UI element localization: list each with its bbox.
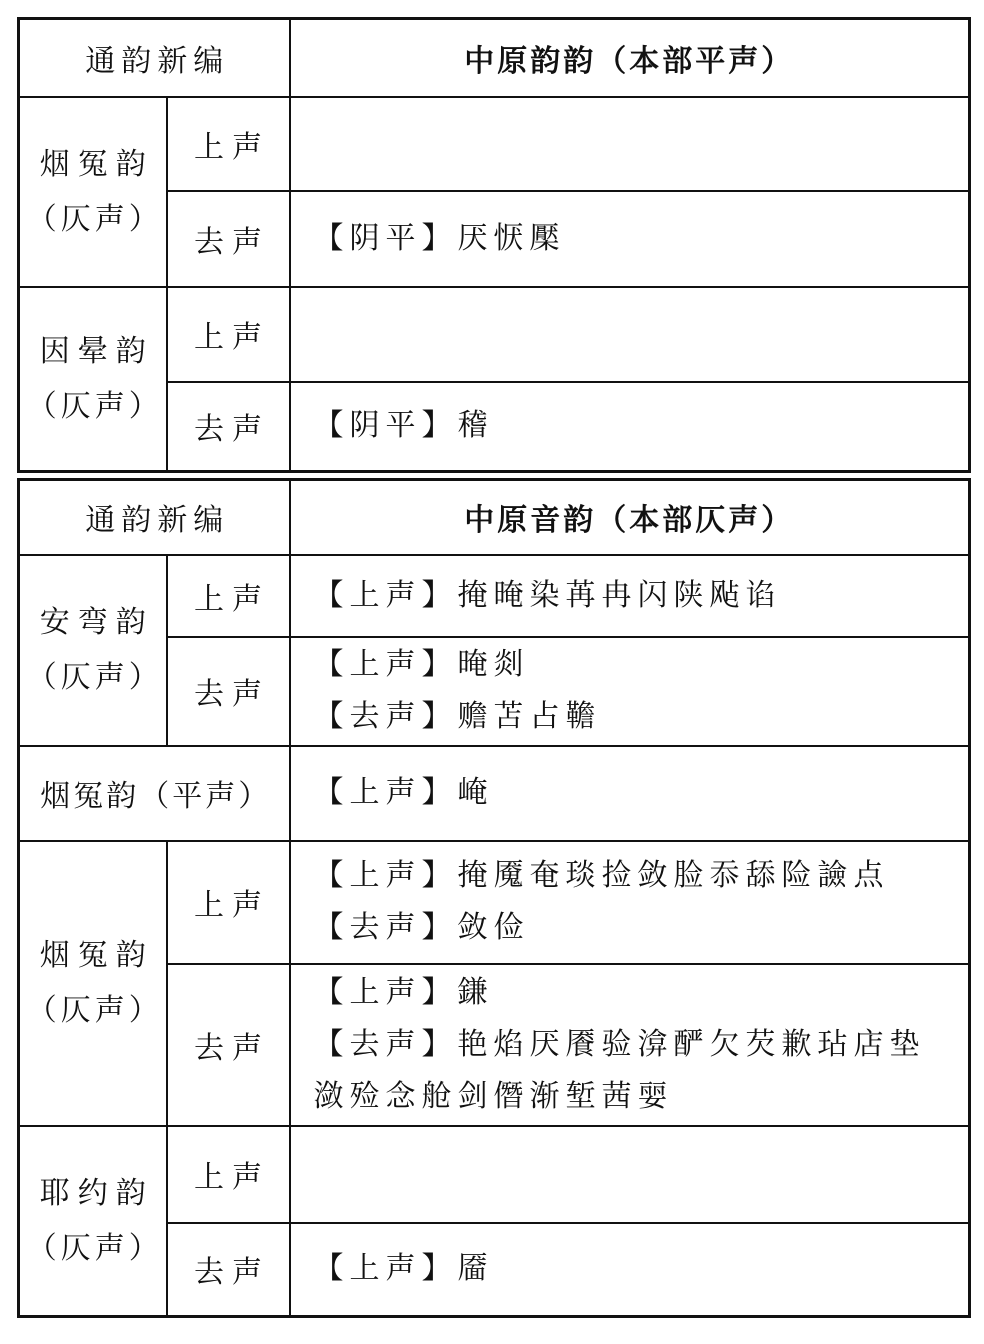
rhyme-tone-class: （仄声） [26,993,163,1028]
rhyme-group-label [19,287,167,472]
rhyme-name: 因晕韵 [39,333,154,369]
content-line: 【上声】掩晻染苒冉闪陕飐谄 [313,577,782,613]
content-line: 【去声】敛俭 [313,910,530,945]
rhyme-comparison-sheet [17,17,968,1318]
tone-label: 上声 [167,287,290,382]
content-cell [290,191,970,287]
rhyme-tone-class: （仄声） [26,1230,163,1266]
rhyme-tone-class: （仄声） [26,201,163,237]
content-line: 【上声】鎌 [313,974,494,1010]
rhyme-group-label [19,555,167,746]
table-row [19,97,970,191]
tone-label: 去声 [167,382,290,472]
header-row [19,480,970,555]
header-row [19,19,970,97]
content-cell [290,841,970,964]
rhyme-tone-class: （仄声） [26,388,163,424]
content-line: 【阴平】稽 [313,408,494,444]
table-row [19,1126,970,1223]
content-cell [290,637,970,746]
tone-label: 上声 [167,555,290,637]
tone-label: 去声 [167,637,290,746]
content-line: 【阴平】厌恹檿 [313,220,566,256]
content-cell [290,1126,970,1223]
content-line: 潋殓念舱剑僭渐堑茜婯 [313,1078,674,1114]
content-cell [290,382,970,472]
lower-table [17,478,971,1318]
rhyme-name: 烟冤韵 [39,938,154,973]
table-row [19,555,970,637]
tone-label: 去声 [167,964,290,1126]
header-right-title: 中原音韵（本部仄声） [290,480,970,555]
content-line: 【上声】崦 [313,775,494,810]
rhyme-group-label: 烟冤韵（平声） [19,746,290,841]
table-row [19,841,970,964]
content-line: 【去声】赡苫占韂 [313,699,602,734]
content-line: 【上声】晻剡 [313,647,530,682]
rhyme-name: 安弯韵 [39,605,154,640]
content-cell [290,97,970,191]
content-cell [290,287,970,382]
content-cell [290,746,970,841]
content-cell [290,1223,970,1317]
tone-label: 上声 [167,97,290,191]
rhyme-group-label [19,1126,167,1317]
tone-label: 上声 [167,1126,290,1223]
tone-label: 上声 [167,841,290,964]
rhyme-group-label [19,841,167,1126]
rhyme-name: 烟冤韵 [39,146,154,182]
rhyme-group-label [19,97,167,287]
content-cell [290,555,970,637]
tone-label: 去声 [167,1223,290,1317]
content-line: 【上声】掩魇奄琰捡敛脸忝舔险譣点 [313,858,890,893]
header-left-label: 通韵新编 [19,480,290,555]
content-cell [290,964,970,1126]
rhyme-tone-class: （仄声） [26,660,163,695]
tone-label: 去声 [167,191,290,287]
table-row [19,746,970,841]
table-row [19,287,970,382]
content-line: 【上声】靥 [313,1251,494,1287]
rhyme-name: 耶约韵 [39,1175,154,1211]
upper-table [17,17,971,473]
header-left-label: 通韵新编 [19,19,290,97]
content-line: 【去声】艳焰厌餍验渰酽欠芡歉玷店垫 [313,1026,926,1062]
header-right-title: 中原韵韵（本部平声） [290,19,970,97]
